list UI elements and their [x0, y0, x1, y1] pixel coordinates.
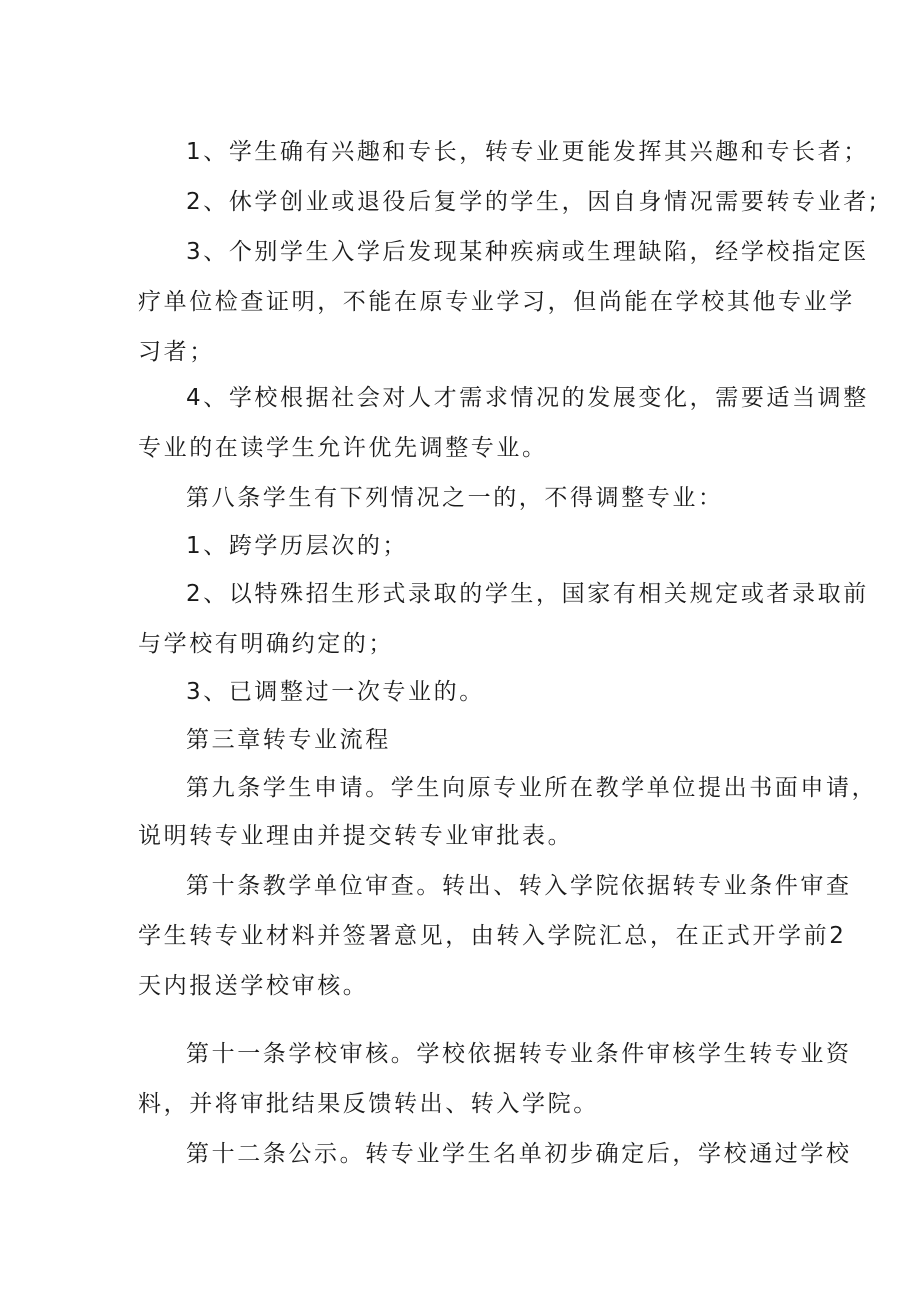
paragraph-line: 第九条学生申请。学生向原专业所在教学单位提出书面申请， [186, 775, 878, 801]
paragraph-line: 1、学生确有兴趣和专长，转专业更能发挥其兴趣和专长者； [186, 139, 869, 165]
paragraph-line: 第八条学生有下列情况之一的，不得调整专业： [186, 485, 724, 511]
paragraph-line: 学生转专业材料并签署意见，由转入学院汇总，在正式开学前2 [138, 923, 847, 949]
paragraph-line: 第十二条公示。转专业学生名单初步确定后，学校通过学校 [186, 1141, 852, 1167]
paragraph-line: 第十条教学单位审查。转出、转入学院依据转专业条件审查 [186, 873, 852, 899]
chapter-heading: 第三章转专业流程 [186, 727, 391, 753]
paragraph-line: 2、休学创业或退役后复学的学生，因自身情况需要转专业者; [186, 189, 880, 215]
paragraph-line: 专业的在读学生允许优先调整专业。 [138, 435, 548, 461]
paragraph-line: 3、个别学生入学后发现某种疾病或生理缺陷，经学校指定医 [186, 239, 869, 265]
paragraph-line: 说明转专业理由并提交转专业审批表。 [138, 823, 574, 849]
paragraph-line: 料，并将审批结果反馈转出、转入学院。 [138, 1091, 599, 1117]
paragraph-line: 天内报送学校审核。 [138, 973, 369, 999]
paragraph-line: 1、跨学历层次的； [186, 533, 409, 559]
paragraph-line: 3、已调整过一次专业的。 [186, 679, 485, 705]
paragraph-line: 第十一条学校审核。学校依据转专业条件审核学生转专业资 [186, 1041, 852, 1067]
paragraph-line: 习者； [138, 339, 215, 365]
paragraph-line: 疗单位检查证明，不能在原专业学习，但尚能在学校其他专业学 [138, 289, 855, 315]
paragraph-line: 4、学校根据社会对人才需求情况的发展变化，需要适当调整 [186, 385, 869, 411]
paragraph-line: 2、以特殊招生形式录取的学生，国家有相关规定或者录取前 [186, 581, 869, 607]
paragraph-line: 与学校有明确约定的； [138, 631, 394, 657]
